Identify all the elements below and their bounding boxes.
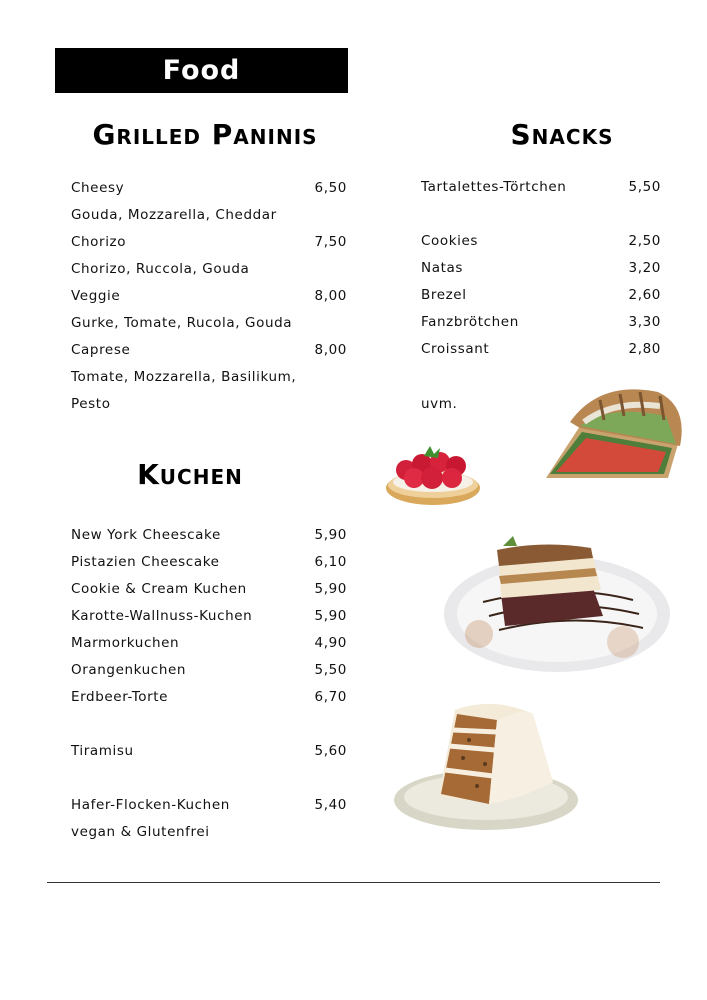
carrot-cake-image: [393, 700, 579, 832]
snacks-more: uvm.: [421, 396, 458, 412]
snack-name-fanzbroetchen: Fanzbrötchen: [421, 314, 519, 330]
kuchen-price-pistazien: 6,10: [314, 554, 347, 570]
panini-price-cheesy: 6,50: [314, 180, 347, 196]
kuchen-price-erdbeer: 6,70: [314, 689, 347, 705]
panini-desc-veggie: Gurke, Tomate, Rucola, Gouda: [71, 315, 293, 331]
snack-price-natas: 3,20: [628, 260, 661, 276]
kuchen-desc-hafer: vegan & Glutenfrei: [71, 824, 210, 840]
snack-price-cookies: 2,50: [628, 233, 661, 249]
kuchen-name-orangen: Orangenkuchen: [71, 662, 187, 678]
snack-name-brezel: Brezel: [421, 287, 467, 303]
kuchen-heading: Kuchen: [137, 458, 243, 491]
panini-desc-caprese-2: Pesto: [71, 396, 111, 412]
snack-price-tartalettes: 5,50: [628, 179, 661, 195]
snack-name-cookies: Cookies: [421, 233, 479, 249]
kuchen-name-karotte: Karotte-Wallnuss-Kuchen: [71, 608, 253, 624]
kuchen-price-karotte: 5,90: [314, 608, 347, 624]
panini-desc-caprese-1: Tomate, Mozzarella, Basilikum,: [71, 369, 297, 385]
panini-price-caprese: 8,00: [314, 342, 347, 358]
paninis-heading: Grilled Paninis: [92, 118, 318, 151]
snack-name-natas: Natas: [421, 260, 463, 276]
panini-price-chorizo: 7,50: [314, 234, 347, 250]
snack-price-croissant: 2,80: [628, 341, 661, 357]
kuchen-name-erdbeer: Erdbeer-Torte: [71, 689, 169, 705]
kuchen-price-ny-cheesecake: 5,90: [314, 527, 347, 543]
food-banner: [55, 48, 348, 93]
tartlet-image: [384, 440, 482, 512]
kuchen-price-marmor: 4,90: [314, 635, 347, 651]
kuchen-name-tiramisu: Tiramisu: [71, 743, 134, 759]
banner-title: Food: [162, 55, 241, 86]
bottom-divider: [47, 882, 660, 883]
panini-name-chorizo: Chorizo: [71, 234, 127, 250]
panini-name-veggie: Veggie: [71, 288, 121, 304]
snack-name-croissant: Croissant: [421, 341, 490, 357]
panini-name-caprese: Caprese: [71, 342, 131, 358]
panini-price-veggie: 8,00: [314, 288, 347, 304]
snacks-heading: Snacks: [510, 118, 614, 151]
kuchen-name-ny-cheesecake: New York Cheescake: [71, 527, 221, 543]
panini-desc-cheesy: Gouda, Mozzarella, Cheddar: [71, 207, 277, 223]
kuchen-name-hafer: Hafer-Flocken-Kuchen: [71, 797, 230, 813]
snack-price-brezel: 2,60: [628, 287, 661, 303]
kuchen-price-cookie-cream: 5,90: [314, 581, 347, 597]
kuchen-price-tiramisu: 5,60: [314, 743, 347, 759]
kuchen-name-marmor: Marmorkuchen: [71, 635, 180, 651]
panini-desc-chorizo: Chorizo, Ruccola, Gouda: [71, 261, 250, 277]
tiramisu-image: [443, 542, 671, 674]
panini-name-cheesy: Cheesy: [71, 180, 125, 196]
kuchen-price-hafer: 5,40: [314, 797, 347, 813]
panini-image: [540, 386, 690, 486]
snack-name-tartalettes: Tartalettes-Törtchen: [421, 179, 567, 195]
snack-price-fanzbroetchen: 3,30: [628, 314, 661, 330]
kuchen-price-orangen: 5,50: [314, 662, 347, 678]
kuchen-name-pistazien: Pistazien Cheescake: [71, 554, 220, 570]
kuchen-name-cookie-cream: Cookie & Cream Kuchen: [71, 581, 247, 597]
